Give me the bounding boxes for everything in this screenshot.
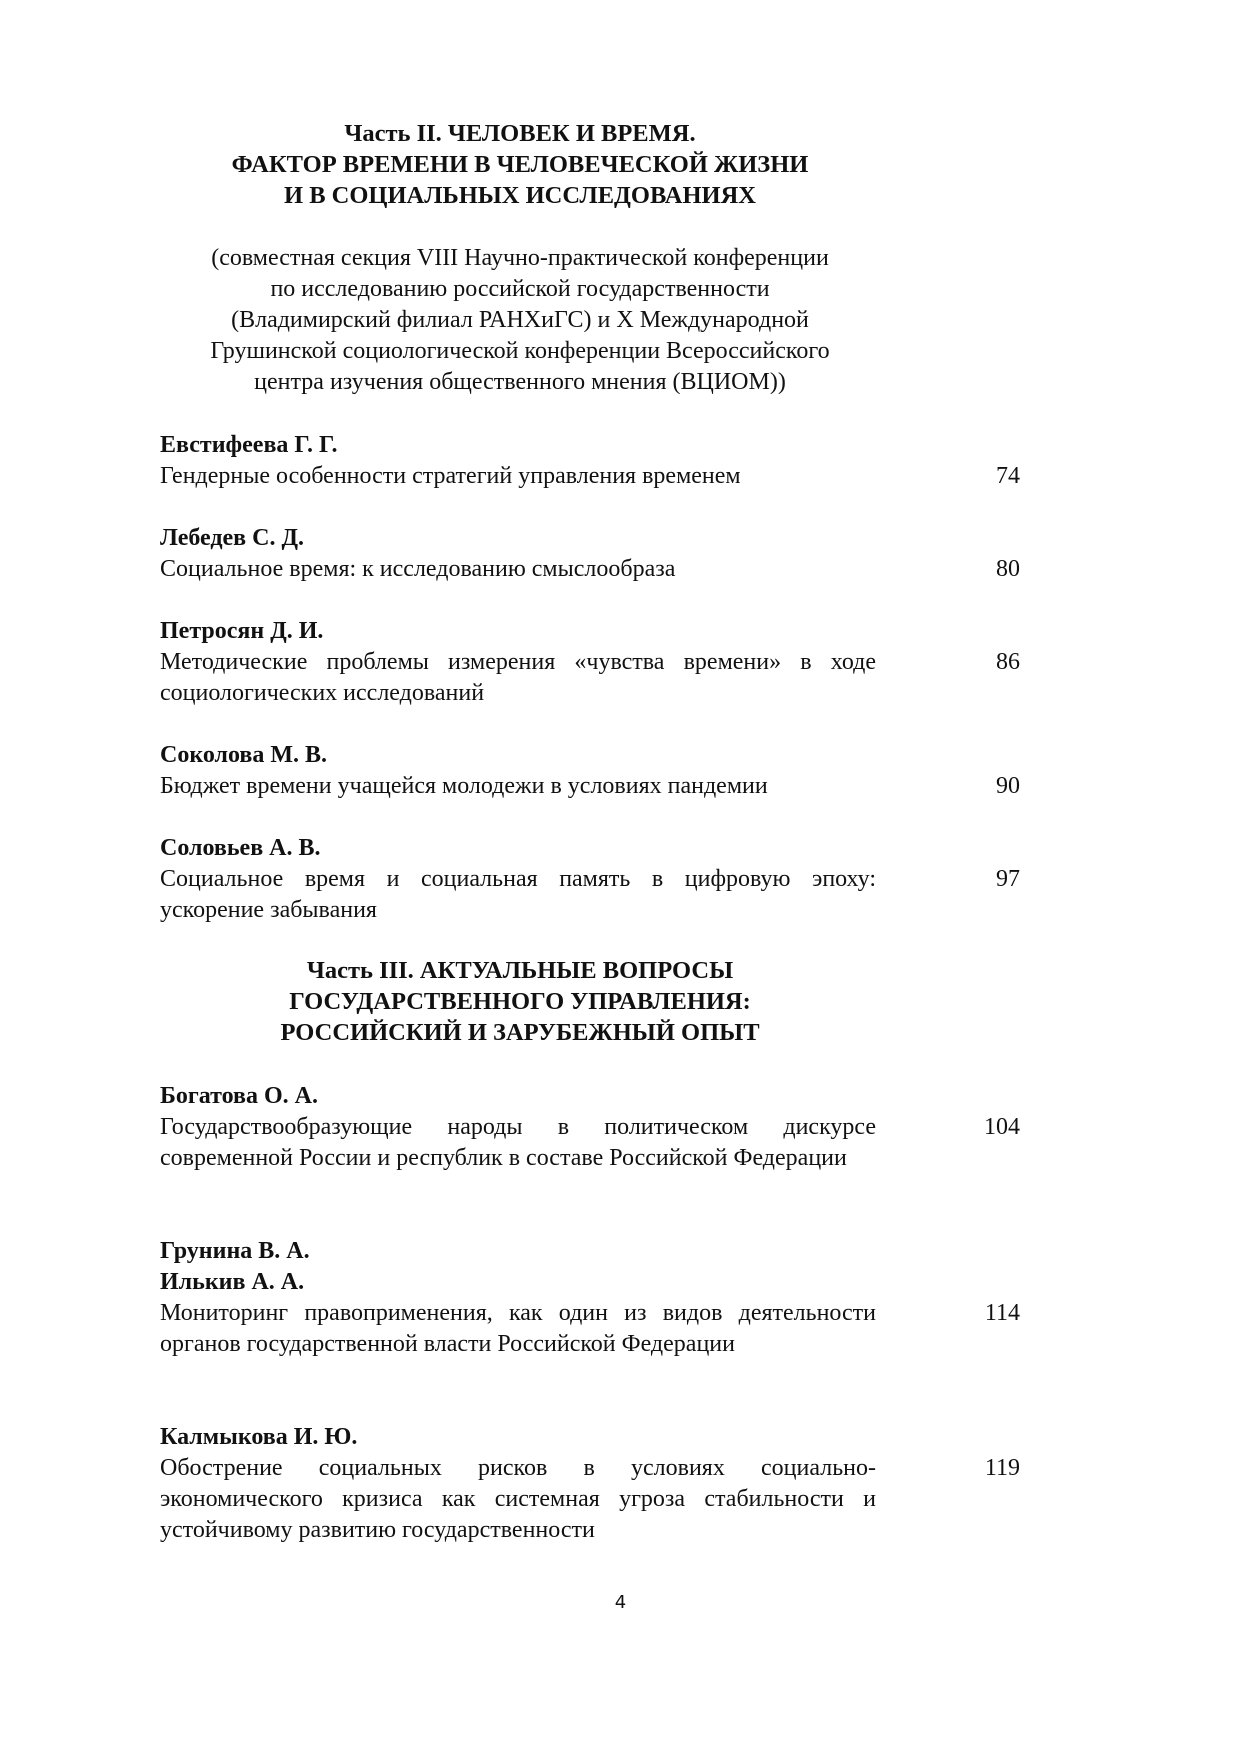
page-number: 4 [614,1592,627,1613]
entry-title: Обострение социальных рисков в условиях социально-экономического кризиса как системная угроза стабильности и устойчивому развитию государственности [160,1455,876,1543]
entry-author: Соловьев А. В. [160,835,321,861]
toc-entry[interactable] [160,523,1020,585]
entry-page-number: 74 [996,463,1020,489]
entry-page-number: 114 [984,1300,1020,1326]
entry-title: Социальное время и социальная память в цифровую эпоху: ускорение забывания [160,866,876,923]
entry-author: Грунина В. А. [160,1238,310,1264]
entry-title: Мониторинг правоприменения, как один из видов деятельности органов государственной власти Российской Федерации [160,1300,876,1357]
entry-page-number: 80 [996,556,1020,582]
toc-entry[interactable] [160,1081,1020,1174]
entry-author: Лебедев С. Д. [160,525,304,551]
entry-author: Петросян Д. И. [160,618,324,644]
toc-entry[interactable] [160,740,1020,802]
entry-author: Богатова О. А. [160,1083,318,1109]
part-2-title [160,118,880,211]
entry-author: Соколова М. В. [160,742,328,768]
part-3-title-line: Часть III. АКТУАЛЬНЫЕ ВОПРОСЫ [306,957,734,984]
entry-title: Методические проблемы измерения «чувства времени» в ходе социологических исследований [160,649,876,706]
toc-entry[interactable] [160,616,1020,709]
entry-author: Калмыкова И. Ю. [160,1424,358,1450]
subtitle-line: по исследованию российской государственности [270,276,770,302]
subtitle-line: (совместная секция VIII Научно-практической конференции [211,245,829,271]
part-3-title-line: ГОСУДАРСТВЕННОГО УПРАВЛЕНИЯ: [289,988,751,1015]
entry-page-number: 90 [996,773,1020,799]
toc-entry[interactable] [160,1422,1020,1546]
subtitle-line: (Владимирский филиал РАНХиГС) и X Международной [231,307,809,333]
subtitle-line: Грушинской социологической конференции Всероссийского [210,338,830,364]
part-3-title-line: РОССИЙСКИЙ И ЗАРУБЕЖНЫЙ ОПЫТ [280,1019,760,1046]
part-2-title-line: ФАКТОР ВРЕМЕНИ В ЧЕЛОВЕЧЕСКОЙ ЖИЗНИ [231,151,809,178]
part-2-title-line: Часть II. ЧЕЛОВЕК И ВРЕМЯ. [344,120,696,147]
entry-author: Евстифеева Г. Г. [160,432,338,458]
entry-title: Гендерные особенности стратегий управления временем [160,463,741,489]
subtitle-line: центра изучения общественного мнения (ВЦИОМ)) [254,369,786,395]
part-3-title [160,955,880,1048]
toc-entry[interactable] [160,1236,1020,1360]
entry-page-number: 104 [984,1114,1020,1140]
entry-title: Социальное время: к исследованию смыслообраза [160,556,676,582]
part-2-title-line: И В СОЦИАЛЬНЫХ ИССЛЕДОВАНИЯХ [284,182,756,209]
entry-title: Бюджет времени учащейся молодежи в условиях пандемии [160,773,768,799]
toc-entry[interactable] [160,833,1020,926]
entry-page-number: 86 [996,649,1020,675]
entry-page-number: 97 [996,866,1020,892]
entry-author: Илькив А. А. [160,1269,305,1295]
entry-page-number: 119 [984,1455,1020,1481]
entry-title: Государствообразующие народы в политическом дискурсе современной России и республик в составе Российской Федерации [160,1114,876,1171]
toc-entry[interactable] [160,430,1020,492]
part-2-subtitle [110,243,930,398]
